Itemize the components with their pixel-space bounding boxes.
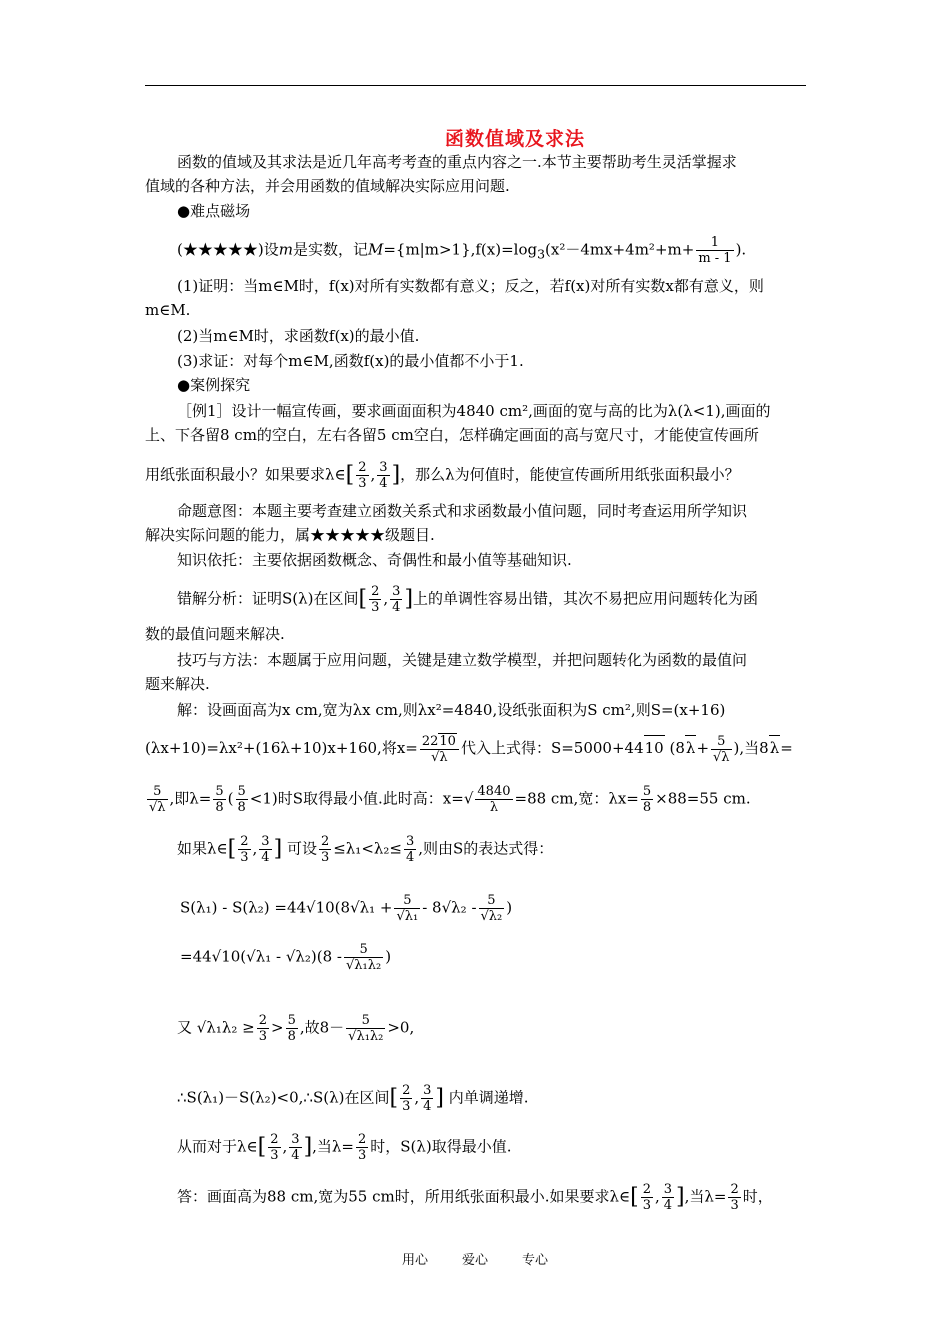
question-2: (2)当m∈M时，求函数f(x)的最小值. [177, 327, 420, 345]
equation-2: =44√10(√λ₁ - √λ₂)(8 - $\frac{5}{\text{√λ₁λ₂}}$ ) [180, 942, 392, 973]
example-line-1: ［例1］设计一幅宣传画，要求画面面积为4840 cm²,画面的宽与高的比为λ(λ<1),画面的 [177, 402, 771, 420]
solution-line-3: $\frac{5}{√\lambda}$ ,即λ= $\frac{5}{8}$ ( $\frac{5}{8}$ <1)时S取得最小值.此时高：x=√ $\frac{4840}{\lambda}$ =88 cm,宽：λx= $\frac{5}{8}$ ×88=55 cm. [149, 784, 751, 815]
section-heading-difficulty: ●难点磁场 [177, 202, 251, 220]
example-line-2: 上、下各留8 cm的空白，左右各留5 cm空白，怎样确定画面的高与宽尺寸，才能使宣传画所 [145, 426, 759, 444]
method-line-1: 技巧与方法：本题属于应用问题，关键是建立数学模型，并把问题转化为函数的最值问 [177, 651, 748, 669]
answer-line: 答：画面高为88 cm,宽为55 cm时，所用纸张面积最小.如果要求λ∈[ $\frac{2}{3}$ , $\frac{3}{4}$ ],当λ= $\frac{2}{3}$ 时， [177, 1182, 773, 1213]
intent-line-1: 命题意图：本题主要考查建立函数关系式和求函数最小值问题，同时考查运用所学知识 [177, 502, 748, 520]
question-1-line-1: (1)证明：当m∈M时，f(x)对所有实数都有意义；反之，若f(x)对所有实数x都有意义，则 [177, 277, 764, 295]
solution-line-2: (λx+10)=λx²+(16λ+10)x+160,将x= $\frac{2210}{√\lambda}$ 代入上式得：S=5000+4410 (8λ+ $\frac{5}{√\lambda}$ ),当8λ= [145, 733, 793, 765]
section-heading-cases: ●案例探究 [177, 376, 251, 394]
question-3: (3)求证：对每个m∈M,函数f(x)的最小值都不小于1. [177, 352, 524, 370]
example-line-3: 用纸张面积最小？如果要求λ∈[ $\frac{2}{3}$ , $\frac{3}{4}$ ]，那么λ为何值时，能使宣传画所用纸张面积最小？ [145, 460, 740, 491]
page-footer: 用心 爱心 专心 [401, 1253, 549, 1268]
method-line-2: 题来解决. [145, 675, 210, 693]
solution-line-1: 解：设画面高为x cm,宽为λx cm,则λx²=4840,设纸张面积为S cm²,则S=(x+16) [177, 701, 726, 719]
solution-line-4: 如果λ∈[ $\frac{2}{3}$ , $\frac{3}{4}$ ] 可设 $\frac{2}{3}$ ≤λ₁<λ₂≤ $\frac{3}{4}$ ,则由S的表达式得： [177, 834, 554, 865]
page-title: 函数值域及求法 [444, 128, 585, 150]
also-line: 又 √λ₁λ₂ ≥ $\frac{2}{3}$ > $\frac{5}{8}$ ,故8－ $\frac{5}{\text{√λ₁λ₂}}$ >0, [177, 1013, 415, 1044]
error-line-1: 错解分析：证明S(λ)在区间[ $\frac{2}{3}$ , $\frac{3}{4}$ ]上的单调性容易出错，其次不易把应用问题转化为函 [177, 584, 759, 615]
conclusion-line: 从而对于λ∈[ $\frac{2}{3}$ , $\frac{3}{4}$ ],当λ= $\frac{2}{3}$ 时，S(λ)取得最小值. [177, 1132, 512, 1163]
question-1-line-2: m∈M. [145, 301, 191, 319]
intro-line-1: 函数的值域及其求法是近几年高考考查的重点内容之一.本节主要帮助考生灵活掌握求 [177, 153, 737, 171]
problem-statement: (★★★★★)设m是实数，记$M=\{m|m>1\},f(x)=\log_3(x^2-4mx+4m^2+m+$ $\frac{1}{m - 1}$ ). [177, 235, 747, 266]
fraction: $\frac{1}{m - 1}$ [698, 235, 732, 266]
therefore-line: ∴S(λ₁)－S(λ₂)<0,∴S(λ)在区间[ $\frac{2}{3}$ , $\frac{3}{4}$ ] 内单调递增. [177, 1083, 529, 1114]
knowledge-line: 知识依托：主要依据函数概念、奇偶性和最小值等基础知识. [177, 551, 572, 569]
equation-1: S(λ₁) - S(λ₂) =44√10(8√λ₁ + $\frac{5}{\text{√λ₁}}$ - 8√λ₂ - $\frac{5}{\text{√λ₂}}$ ) [180, 893, 513, 924]
intro-line-2: 值域的各种方法，并会用函数的值域解决实际应用问题. [145, 177, 510, 195]
intent-line-2: 解决实际问题的能力，属★★★★★级题目. [145, 526, 435, 544]
header-rule [145, 85, 806, 86]
error-line-2: 数的最值问题来解决. [145, 625, 285, 643]
